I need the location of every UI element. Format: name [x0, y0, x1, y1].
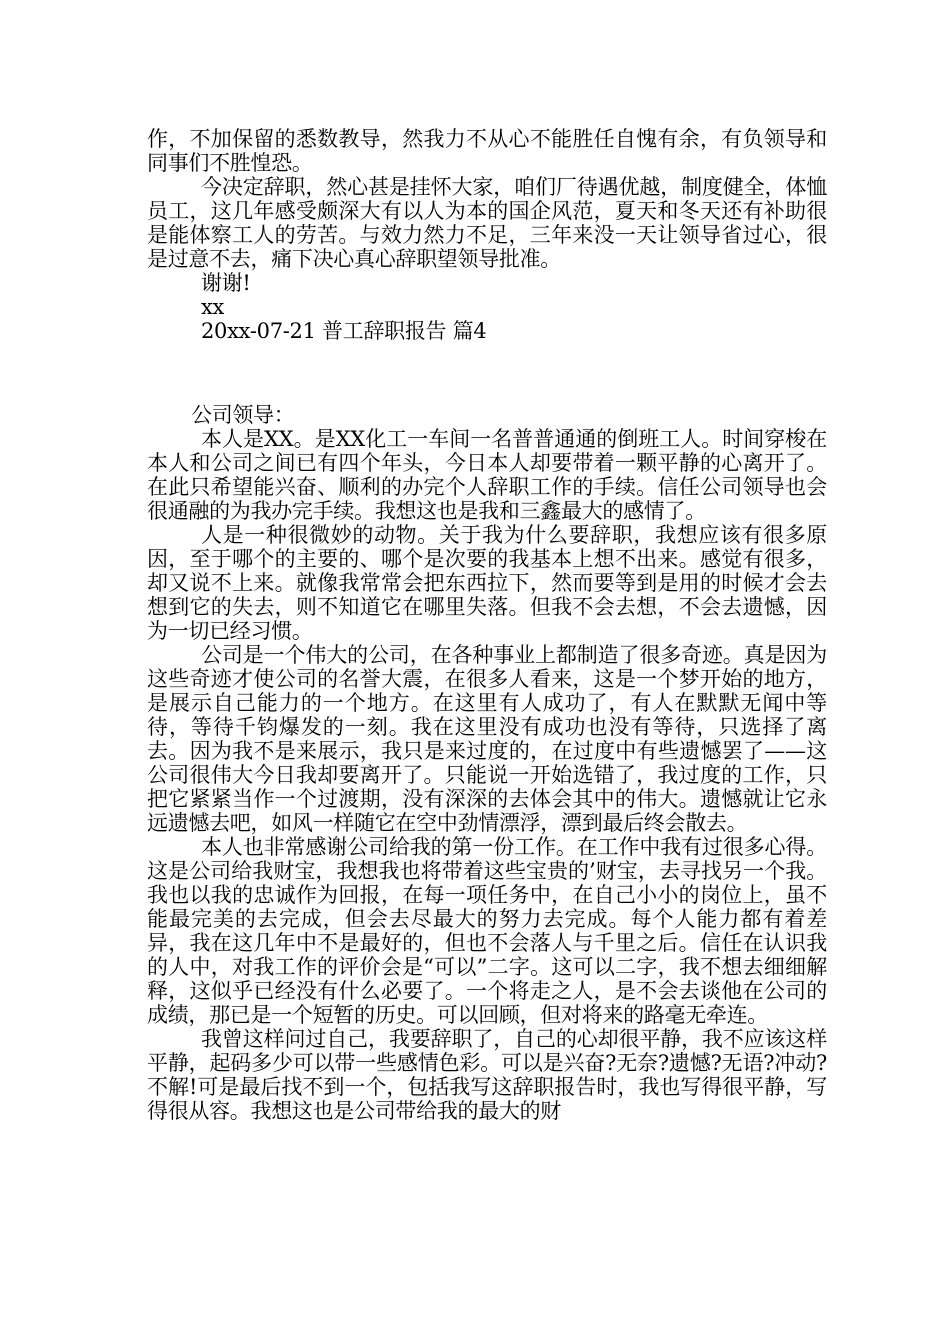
paragraph-resignation-decision: 今决定辞职，然心甚是挂怀大家，咱们厂待遇优越，制度健全，体恤员工，这几年感受颇深大有以人为本的国企风范，夏天和冬天还有补助很是能体察工人的劳苦。与效力然力不足，三年来没一天让领导省过心，很是过意不去，痛下决心真心辞职望领导批准。 — [147, 175, 827, 271]
paragraph-3: 公司是一个伟大的公司，在各种事业上都制造了很多奇迹。真是因为这些奇迹才使公司的名誉大震，在很多人看来，这是一个梦开始的地方，是展示自己能力的一个地方。在这里有人成功了，有人在默默无闻中等待，等待千钧爆发的一刻。我在这里没有成功也没有等待，只选择了离去。因为我不是来展示，我只是来过度的，在过度中有些遗憾罢了——这公司很伟大今日我却要离开了。只能说一开始选错了，我过度的工作，只把它紧紧当作一个过渡期，没有深深的去体会其中的伟大。遗憾就让它永远遗憾去吧，如风一样随它在空中劲情漂浮，漂到最后终会散去。 — [147, 643, 827, 835]
paragraph-1: 本人是XX。是XX化工一车间一名普普通通的倒班工人。时间穿梭在本人和公司之间已有四个年头，今日本人却要带着一颗平静的心离开了。在此只希望能兴奋、顺利的办完个人辞职工作的手续。信任公司领导也会很通融的为我办完手续。我想这也是我和三鑫最大的感情了。 — [147, 427, 827, 523]
paragraph-5: 我曾这样问过自己，我要辞职了，自己的心却很平静，我不应该这样平静，起码多少可以带一些感情色彩。可以是兴奋?无奈?遗憾?无语?冲动?不解!可是最后找不到一个，包括我写这辞职报告时，我也写得很平静，写得很从容。我想这也是公司带给我的最大的财 — [147, 1027, 827, 1123]
paragraph-4: 本人也非常感谢公司给我的第一份工作。在工作中我有过很多心得。这是公司给我财宝，我想我也将带着这些宝贵的’财宝，去寻找另一个我。我也以我的忠诚作为回报，在每一项任务中，在自己小小的岗位上，虽不能最完美的去完成，但会去尽最大的努力去完成。每个人能力都有着差异，我在这几年中不是最好的，但也不会落人与千里之后。信任在认识我的人中，对我工作的评价会是“可以”二字。这可以二字，我不想去细细解释，这似乎已经没有什么必要了。一个将走之人，是不会去谈他在公司的成绩，那已是一个短暂的历史。可以回顾，但对将来的路毫无牵连。 — [147, 835, 827, 1027]
salutation: 公司领导： — [191, 403, 295, 427]
closing-thanks: 谢谢! — [201, 271, 251, 295]
letter-part-1 — [147, 127, 827, 343]
letter-part-2 — [147, 403, 827, 1123]
signature: xx — [201, 295, 225, 319]
paragraph-continuation: 作，不加保留的悉数教导，然我力不从心不能胜任自愧有余，有负领导和同事们不胜惶恐。 — [147, 127, 827, 175]
paragraph-2: 人是一种很微妙的动物。关于我为什么要辞职，我想应该有很多原因，至于哪个的主要的、哪个是次要的我基本上想不出来。感觉有很多，却又说不上来。就像我常常会把东西拉下，然而要等到是用的时候才会去想到它的失去，则不知道它在哪里失落。但我不会去想，不会去遗憾，因为一切已经习惯。 — [147, 523, 827, 643]
date-and-section-title: 20xx-07-21 普工辞职报告 篇4 — [201, 319, 487, 343]
